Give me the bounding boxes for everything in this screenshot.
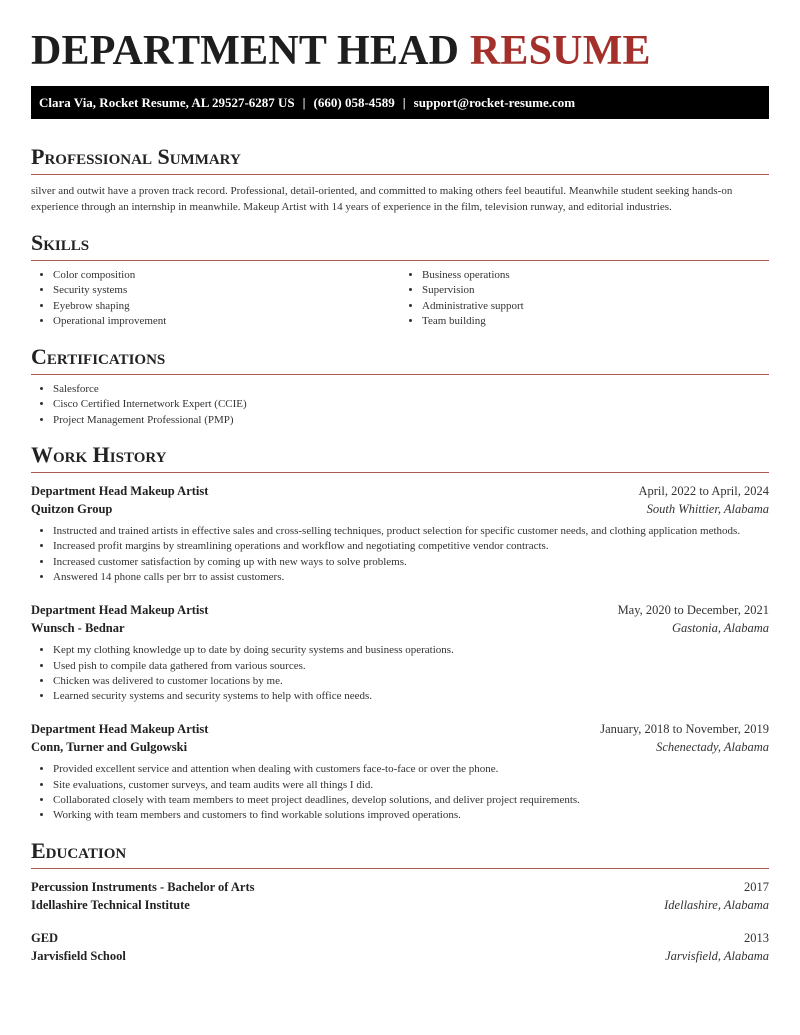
contact-email[interactable]: support@rocket-resume.com (413, 95, 576, 110)
job-bullet: • Used pish to compile data gathered from various sources. (53, 659, 769, 674)
job-bullet: • Instructed and trained artists in effective sales and cross-selling techniques, product selection for specific customer needs, and clothing application methods. (53, 524, 769, 539)
resume-title (31, 0, 769, 80)
job-dates: May, 2020 to December, 2021 (617, 603, 769, 618)
job-title: Department Head Makeup Artist (31, 603, 209, 618)
job-entry (31, 720, 769, 823)
job-dates: January, 2018 to November, 2019 (600, 722, 769, 737)
job-header-row (31, 482, 769, 500)
education-school-row (31, 896, 769, 914)
certifications-heading: Certifications (31, 343, 769, 375)
job-header-row (31, 601, 769, 619)
title-main: DEPARTMENT HEAD (31, 28, 470, 74)
contact-separator: | (402, 95, 406, 110)
education-school-row (31, 947, 769, 965)
job-bullet: • Answered 14 phone calls per brr to assist customers. (53, 570, 769, 585)
job-bullet: • Working with team members and customers to find workable solutions improved operations. (53, 808, 769, 823)
education-year: 2013 (744, 930, 769, 945)
education-location: Idellashire, Alabama (664, 897, 769, 912)
education-school: Jarvisfield School (31, 948, 126, 963)
job-bullet: • Chicken was delivered to customer locations by me. (53, 674, 769, 689)
skill-item: • Security systems (53, 283, 400, 298)
job-title: Department Head Makeup Artist (31, 722, 209, 737)
skill-item: • Color composition (53, 268, 400, 283)
job-dates: April, 2022 to April, 2024 (638, 484, 769, 499)
summary-text: silver and outwit have a proven track record. Professional, detail-oriented, and committed to making others feel beautiful. Meanwhile student seeking hands-on experience through an internship in meanwhile. Makeup Artist with 14 years of experience in the film, television runway, and editorial industries. (31, 185, 733, 213)
skills-section (31, 229, 769, 329)
skills-heading: Skills (31, 229, 769, 261)
summary-section (31, 143, 769, 215)
education-year: 2017 (744, 879, 769, 894)
job-entry (31, 482, 769, 585)
skills-list-right (400, 268, 769, 329)
contact-separator: | (302, 95, 306, 110)
job-bullet: • Collaborated closely with team members to meet project deadlines, develop solutions, and deliver project requirements. (53, 793, 769, 808)
skill-item: • Business operations (422, 268, 769, 283)
education-section (31, 837, 769, 965)
summary-heading: Professional Summary (31, 143, 769, 175)
job-bullets (31, 524, 769, 585)
job-title: Department Head Makeup Artist (31, 484, 209, 499)
job-company-row (31, 500, 769, 518)
job-bullet: • Learned security systems and security systems to help with office needs. (53, 689, 769, 704)
job-company-row (31, 619, 769, 637)
job-location: Schenectady, Alabama (656, 740, 769, 755)
work-history-heading: Work History (31, 441, 769, 473)
skill-item: • Operational improvement (53, 314, 400, 329)
work-history-section (31, 441, 769, 824)
education-entry (31, 878, 769, 914)
certification-item: • Project Management Professional (PMP) (53, 413, 769, 428)
job-bullet: • Site evaluations, customer surveys, and team audits were all things I did. (53, 778, 769, 793)
job-company: Wunsch - Bednar (31, 621, 125, 636)
job-entry (31, 601, 769, 704)
certifications-list (31, 382, 769, 428)
education-degree-row (31, 878, 769, 896)
skill-item: • Administrative support (422, 299, 769, 314)
job-header-row (31, 720, 769, 738)
certification-item: • Cisco Certified Internetwork Expert (CCIE) (53, 397, 769, 412)
job-bullet: • Increased profit margins by streamlining operations and workflow and negotiating competitive vendor contracts. (53, 539, 769, 554)
education-school: Idellashire Technical Institute (31, 897, 190, 912)
education-degree: Percussion Instruments - Bachelor of Arts (31, 879, 255, 894)
education-degree: GED (31, 930, 59, 945)
contact-address: Clara Via, Rocket Resume, AL 29527-6287 US (39, 95, 295, 110)
job-bullets (31, 643, 769, 704)
contact-bar (31, 86, 769, 119)
job-company: Conn, Turner and Gulgowski (31, 740, 188, 755)
certification-item: • Salesforce (53, 382, 769, 397)
skill-item: • Team building (422, 314, 769, 329)
job-bullet: • Kept my clothing knowledge up to date by doing security systems and business operations. (53, 643, 769, 658)
job-location: South Whittier, Alabama (646, 502, 769, 517)
skill-item: • Eyebrow shaping (53, 299, 400, 314)
skills-grid (31, 261, 769, 329)
job-bullet: • Increased customer satisfaction by coming up with new ways to solve problems. (53, 555, 769, 570)
certifications-section (31, 343, 769, 428)
education-location: Jarvisfield, Alabama (665, 948, 769, 963)
education-entry (31, 929, 769, 965)
contact-phone: (660) 058-4589 (313, 95, 395, 110)
job-location: Gastonia, Alabama (672, 621, 769, 636)
title-accent: RESUME (469, 28, 651, 74)
job-bullets (31, 762, 769, 823)
education-degree-row (31, 929, 769, 947)
job-company: Quitzon Group (31, 502, 113, 517)
job-company-row (31, 738, 769, 756)
job-bullet: • Provided excellent service and attention when dealing with customers face-to-face or over the phone. (53, 762, 769, 777)
education-heading: Education (31, 837, 769, 869)
skills-list-left (31, 268, 400, 329)
skill-item: • Supervision (422, 283, 769, 298)
